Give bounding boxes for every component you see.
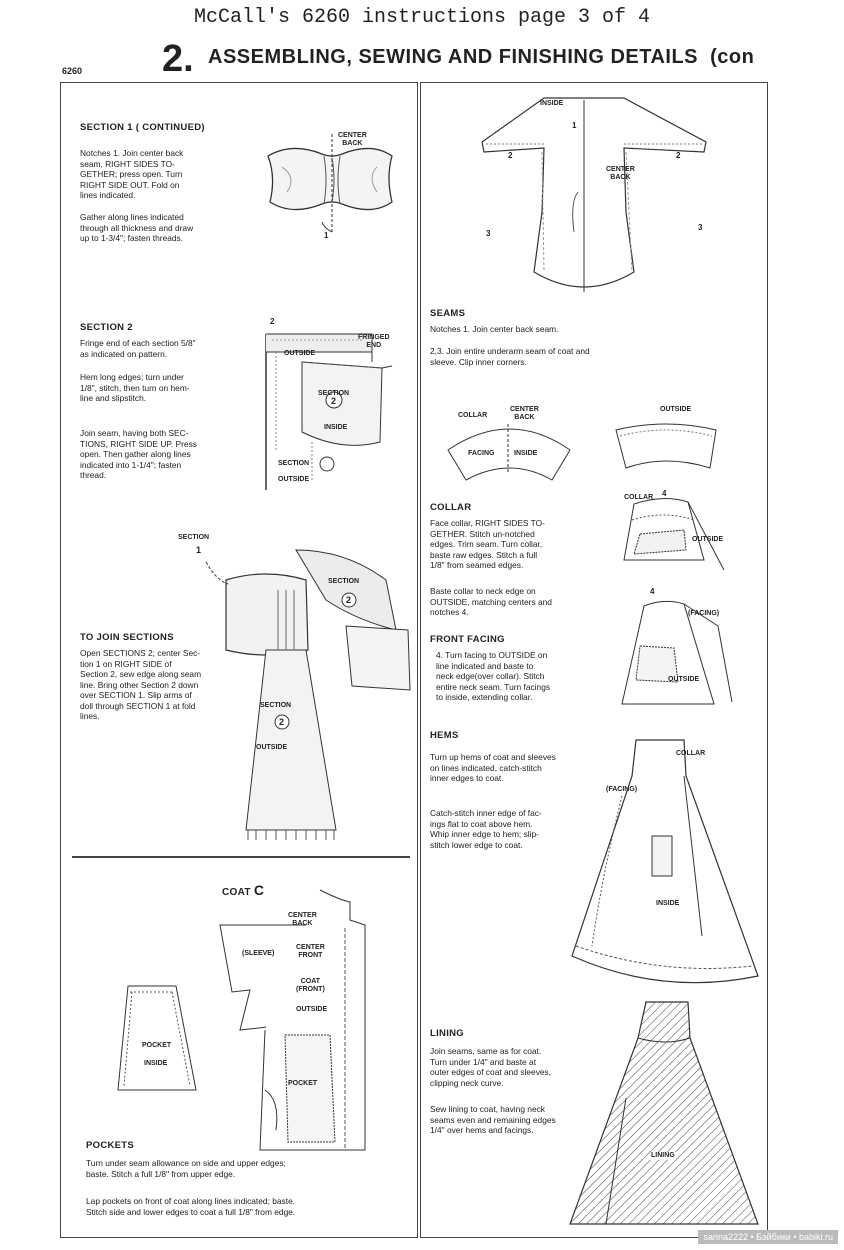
hems-title: HEMS (430, 730, 459, 741)
join-section-label-3: SECTION (260, 702, 292, 709)
coat-center-back-diag-label: CENTER BACK (606, 166, 635, 181)
collar-basting-diagram (614, 490, 734, 570)
watermark: sanna2222 • Бэйбики • babiki.ru (698, 1230, 838, 1244)
front-facing-text: 4. Turn facing to OUTSIDE on line indicated and baste to neck edge(over collar). Stitch entire neck seam. Turn facings to inside, extending collar. (436, 650, 551, 702)
hems-text-1: Turn up hems of coat and sleeves on lines indicated, catch-stitch inner edges to coat. (430, 752, 556, 783)
section2-text-2: Hem long edges; turn under 1/8", stitch, then turn on hem- line and slipstitch. (80, 372, 190, 403)
lining-title: LINING (430, 1028, 464, 1039)
collar-notch-4: 4 (662, 489, 667, 498)
coat-notch-2a: 2 (508, 151, 513, 160)
collar-title: COLLAR (430, 502, 472, 513)
seams-text-1: Notches 1. Join center back seam. (430, 324, 559, 334)
section2-title: SECTION 2 (80, 322, 133, 333)
section-num-s2: 2 (331, 396, 337, 406)
coat-center-back-label: CENTER BACK (288, 912, 317, 927)
front-facing-notch-4: 4 (650, 587, 655, 596)
notch-2-label: 2 (270, 317, 275, 326)
collar-center-back-label: CENTER BACK (510, 406, 539, 421)
lining-lbl: LINING (651, 1152, 675, 1159)
pocket-piece-label: POCKET (142, 1042, 172, 1049)
collar-outside-lbl: OUTSIDE (692, 536, 724, 543)
coat-layout-diagram (474, 92, 714, 312)
sleeve-label: (SLEEVE) (242, 950, 275, 957)
collar-basting-label: COLLAR (624, 494, 654, 501)
join-section-num-3: 2 (279, 717, 285, 727)
section1-text-2: Gather along lines indicated through all thickness and draw up to 1-3/4"; fasten threads. (80, 212, 194, 243)
fringed-end-label: FRINGED END (358, 334, 390, 349)
section-label-s2: SECTION (318, 390, 350, 397)
pockets-title: POCKETS (86, 1140, 135, 1151)
section1-diagram (262, 132, 402, 242)
inside-label-s2: INSIDE (324, 424, 348, 431)
join-outside-label: OUTSIDE (256, 744, 288, 751)
coat-notch-2b: 2 (676, 151, 681, 160)
join-sections-text: Open SECTIONS 2; center Sec- tion 1 on RIGHT SIDE of Section 2, sew edge along seam line. Bring other Section 2 down over SECTION 1. Slip arms of doll through SECTION 1 at fold lines. (80, 648, 202, 721)
center-back-label-1: CENTER BACK (338, 132, 367, 147)
front-facing-title: FRONT FACING (430, 634, 505, 645)
coat-inside-label: INSIDE (540, 100, 564, 107)
hems-facing-lbl: (FACING) (606, 786, 638, 793)
outside-label-s2-b: OUTSIDE (278, 476, 310, 483)
join-section-label-1: SECTION (178, 534, 210, 541)
hems-text-2: Catch-stitch inner edge of fac- ings flat to coat above hem. Whip inner edge to hem; slip- stitch lower edge to coat. (430, 808, 542, 850)
pocket-piece-diagram (112, 982, 202, 1094)
collar-outside-label: OUTSIDE (660, 406, 692, 413)
front-facing-diagram (614, 586, 734, 706)
heading-suffix: (con (710, 46, 755, 68)
coat-center-front-label: CENTER FRONT (296, 944, 325, 959)
coat-notch-1: 1 (572, 121, 577, 130)
lining-diagram (566, 998, 762, 1226)
coat-letter: C (253, 882, 265, 898)
notch-1-label: 1 (324, 231, 329, 240)
hems-collar-lbl: COLLAR (676, 750, 706, 757)
section-label-s2-b: SECTION (278, 460, 310, 467)
section2-text-1: Fringe end of each section 5/8" as indicated on pattern. (80, 338, 196, 359)
heading-text: ASSEMBLING, SEWING AND FINISHING DETAILS (208, 46, 699, 68)
section1-title: SECTION 1 ( CONTINUED) (80, 122, 205, 133)
coat-front-label: COAT (FRONT) (296, 978, 325, 993)
coat-notch-3a: 3 (486, 229, 491, 238)
collar-diag-label: COLLAR (458, 412, 488, 419)
coat-notch-3b: 3 (698, 223, 703, 232)
collar-text-2: Baste collar to neck edge on OUTSIDE, matching centers and notches 4. (430, 586, 552, 617)
pockets-text-2: Lap pockets on front of coat along lines indicated; baste. Stitch side and lower edges to coat a full 1/8" from edge. (86, 1196, 296, 1217)
collar-inside-label: INSIDE (514, 450, 538, 457)
step-number: 2. (162, 38, 194, 80)
document-title: McCall's 6260 instructions page 3 of 4 (193, 6, 651, 29)
outside-label-s2: OUTSIDE (284, 350, 316, 357)
collar-text-1: Face collar, RIGHT SIDES TO- GETHER. Stitch un-notched edges. Trim seam. Turn collar, baste raw edges. Stitch a full 1/8" from seamed edges. (430, 518, 545, 570)
section2-text-3: Join seam, having both SEC- TIONS, RIGHT SIDE UP. Press open. Then gather along lines indicated into 1-1/4"; fasten thread. (80, 428, 197, 480)
collar-facing-label: FACING (468, 450, 495, 457)
hems-inside-lbl: INSIDE (656, 900, 680, 907)
coat-title-text: COAT (222, 887, 251, 898)
pockets-text-1: Turn under seam allowance on side and upper edges; baste. Stitch a full 1/8" from upper edge. (86, 1158, 286, 1179)
section-heading (208, 46, 754, 69)
coat-outside-label: OUTSIDE (296, 1006, 328, 1013)
seams-text-2: 2,3. Join entire underarm seam of coat and sleeve. Clip inner corners. (430, 346, 590, 367)
coat-pocket-label: POCKET (288, 1080, 318, 1087)
lining-text-2: Sew lining to coat, having neck seams even and remaining edges 1/4" over hems and facings. (430, 1104, 556, 1135)
front-facing-facing-lbl: (FACING) (688, 610, 720, 617)
join-sections-title: TO JOIN SECTIONS (80, 632, 174, 643)
pocket-inside-label: INSIDE (144, 1060, 168, 1067)
pattern-number: 6260 (62, 66, 83, 76)
seams-title: SEAMS (430, 308, 466, 319)
front-facing-outside-lbl: OUTSIDE (668, 676, 700, 683)
join-section-label-2: SECTION (328, 578, 360, 585)
left-divider (72, 856, 410, 858)
hems-diagram (562, 736, 762, 986)
join-section-num-1: 1 (196, 545, 202, 555)
join-section-num-2: 2 (346, 595, 352, 605)
section1-text-1: Notches 1. Join center back seam, RIGHT SIDES TO- GETHER; press open. Turn RIGHT SIDE OUT. Fold on lines indicated. (80, 148, 184, 200)
lining-text-1: Join seams, same as for coat. Turn under 1/4" and baste at outer edges of coat and sleeves, clipping neck curve. (430, 1046, 552, 1088)
